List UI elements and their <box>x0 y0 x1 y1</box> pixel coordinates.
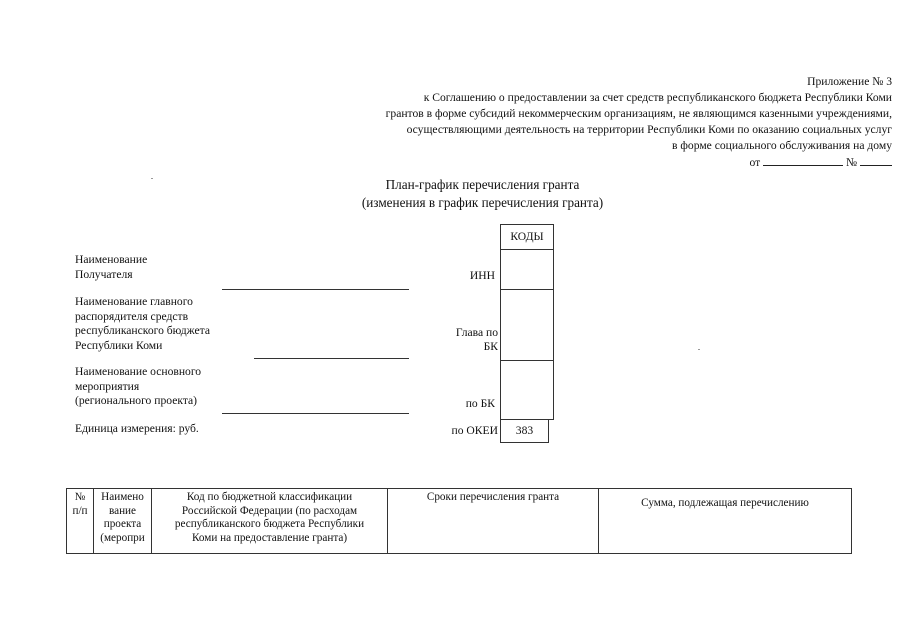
appendix-line: грантов в форме субсидий некоммерческим организациям, не являющимся казенными учреждениями, <box>385 107 892 120</box>
okei-code-cell: 383 <box>500 419 549 443</box>
bk-code-cell <box>500 360 554 420</box>
appendix-line: в форме социального обслуживания на дому <box>672 139 892 152</box>
manager-underline <box>254 358 409 359</box>
col-number-header: № п/п <box>67 489 94 554</box>
event-underline <box>222 413 409 414</box>
codes-heading: КОДЫ <box>500 224 554 250</box>
appendix-line: осуществляющими деятельность на территории Республики Коми по оказанию социальных услуг <box>406 123 892 136</box>
table-header-row <box>67 489 852 554</box>
inn-label: ИНН <box>469 269 495 282</box>
col-transfer-dates-header: Сроки перечисления гранта <box>388 489 599 554</box>
date-blank <box>763 154 843 166</box>
recipient-label: Наименование Получателя <box>75 253 148 281</box>
document-subtitle: (изменения в график перечисления гранта) <box>361 195 604 210</box>
from-label: от <box>749 156 761 169</box>
unit-label: Единица измерения: руб. <box>75 422 199 435</box>
event-label: Наименование основного мероприятия (регионального проекта) <box>75 365 202 407</box>
manager-label: Наименование главного распорядителя средств республиканского бюджета Республики Коми <box>75 295 211 352</box>
scan-speck <box>151 178 153 179</box>
okei-label: по ОКЕИ <box>451 424 498 437</box>
document-title: План-график перечисления гранта <box>385 177 580 192</box>
glava-code-cell <box>500 289 554 361</box>
date-number-line <box>252 154 892 171</box>
appendix-header <box>252 74 892 171</box>
appendix-number: Приложение № 3 <box>807 75 892 88</box>
grant-schedule-table <box>66 488 852 554</box>
inn-code-cell <box>500 249 554 290</box>
scan-speck <box>698 349 700 350</box>
number-label: № <box>846 156 858 169</box>
appendix-line: к Соглашению о предоставлении за счет средств республиканского бюджета Республики Коми <box>423 91 892 104</box>
recipient-underline <box>222 289 409 290</box>
col-budget-code-header: Код по бюджетной классификации Российской Федерации (по расходам республиканского бюджета Республики Коми на предоставление гранта) <box>152 489 388 554</box>
glava-bk-label: Глава по БК <box>455 326 498 353</box>
col-project-name-header: Наимено вание проекта (меропри <box>94 489 152 554</box>
number-blank <box>860 154 892 166</box>
col-amount-header: Сумма, подлежащая перечислению <box>599 489 852 554</box>
bk-label: по БК <box>465 397 495 410</box>
